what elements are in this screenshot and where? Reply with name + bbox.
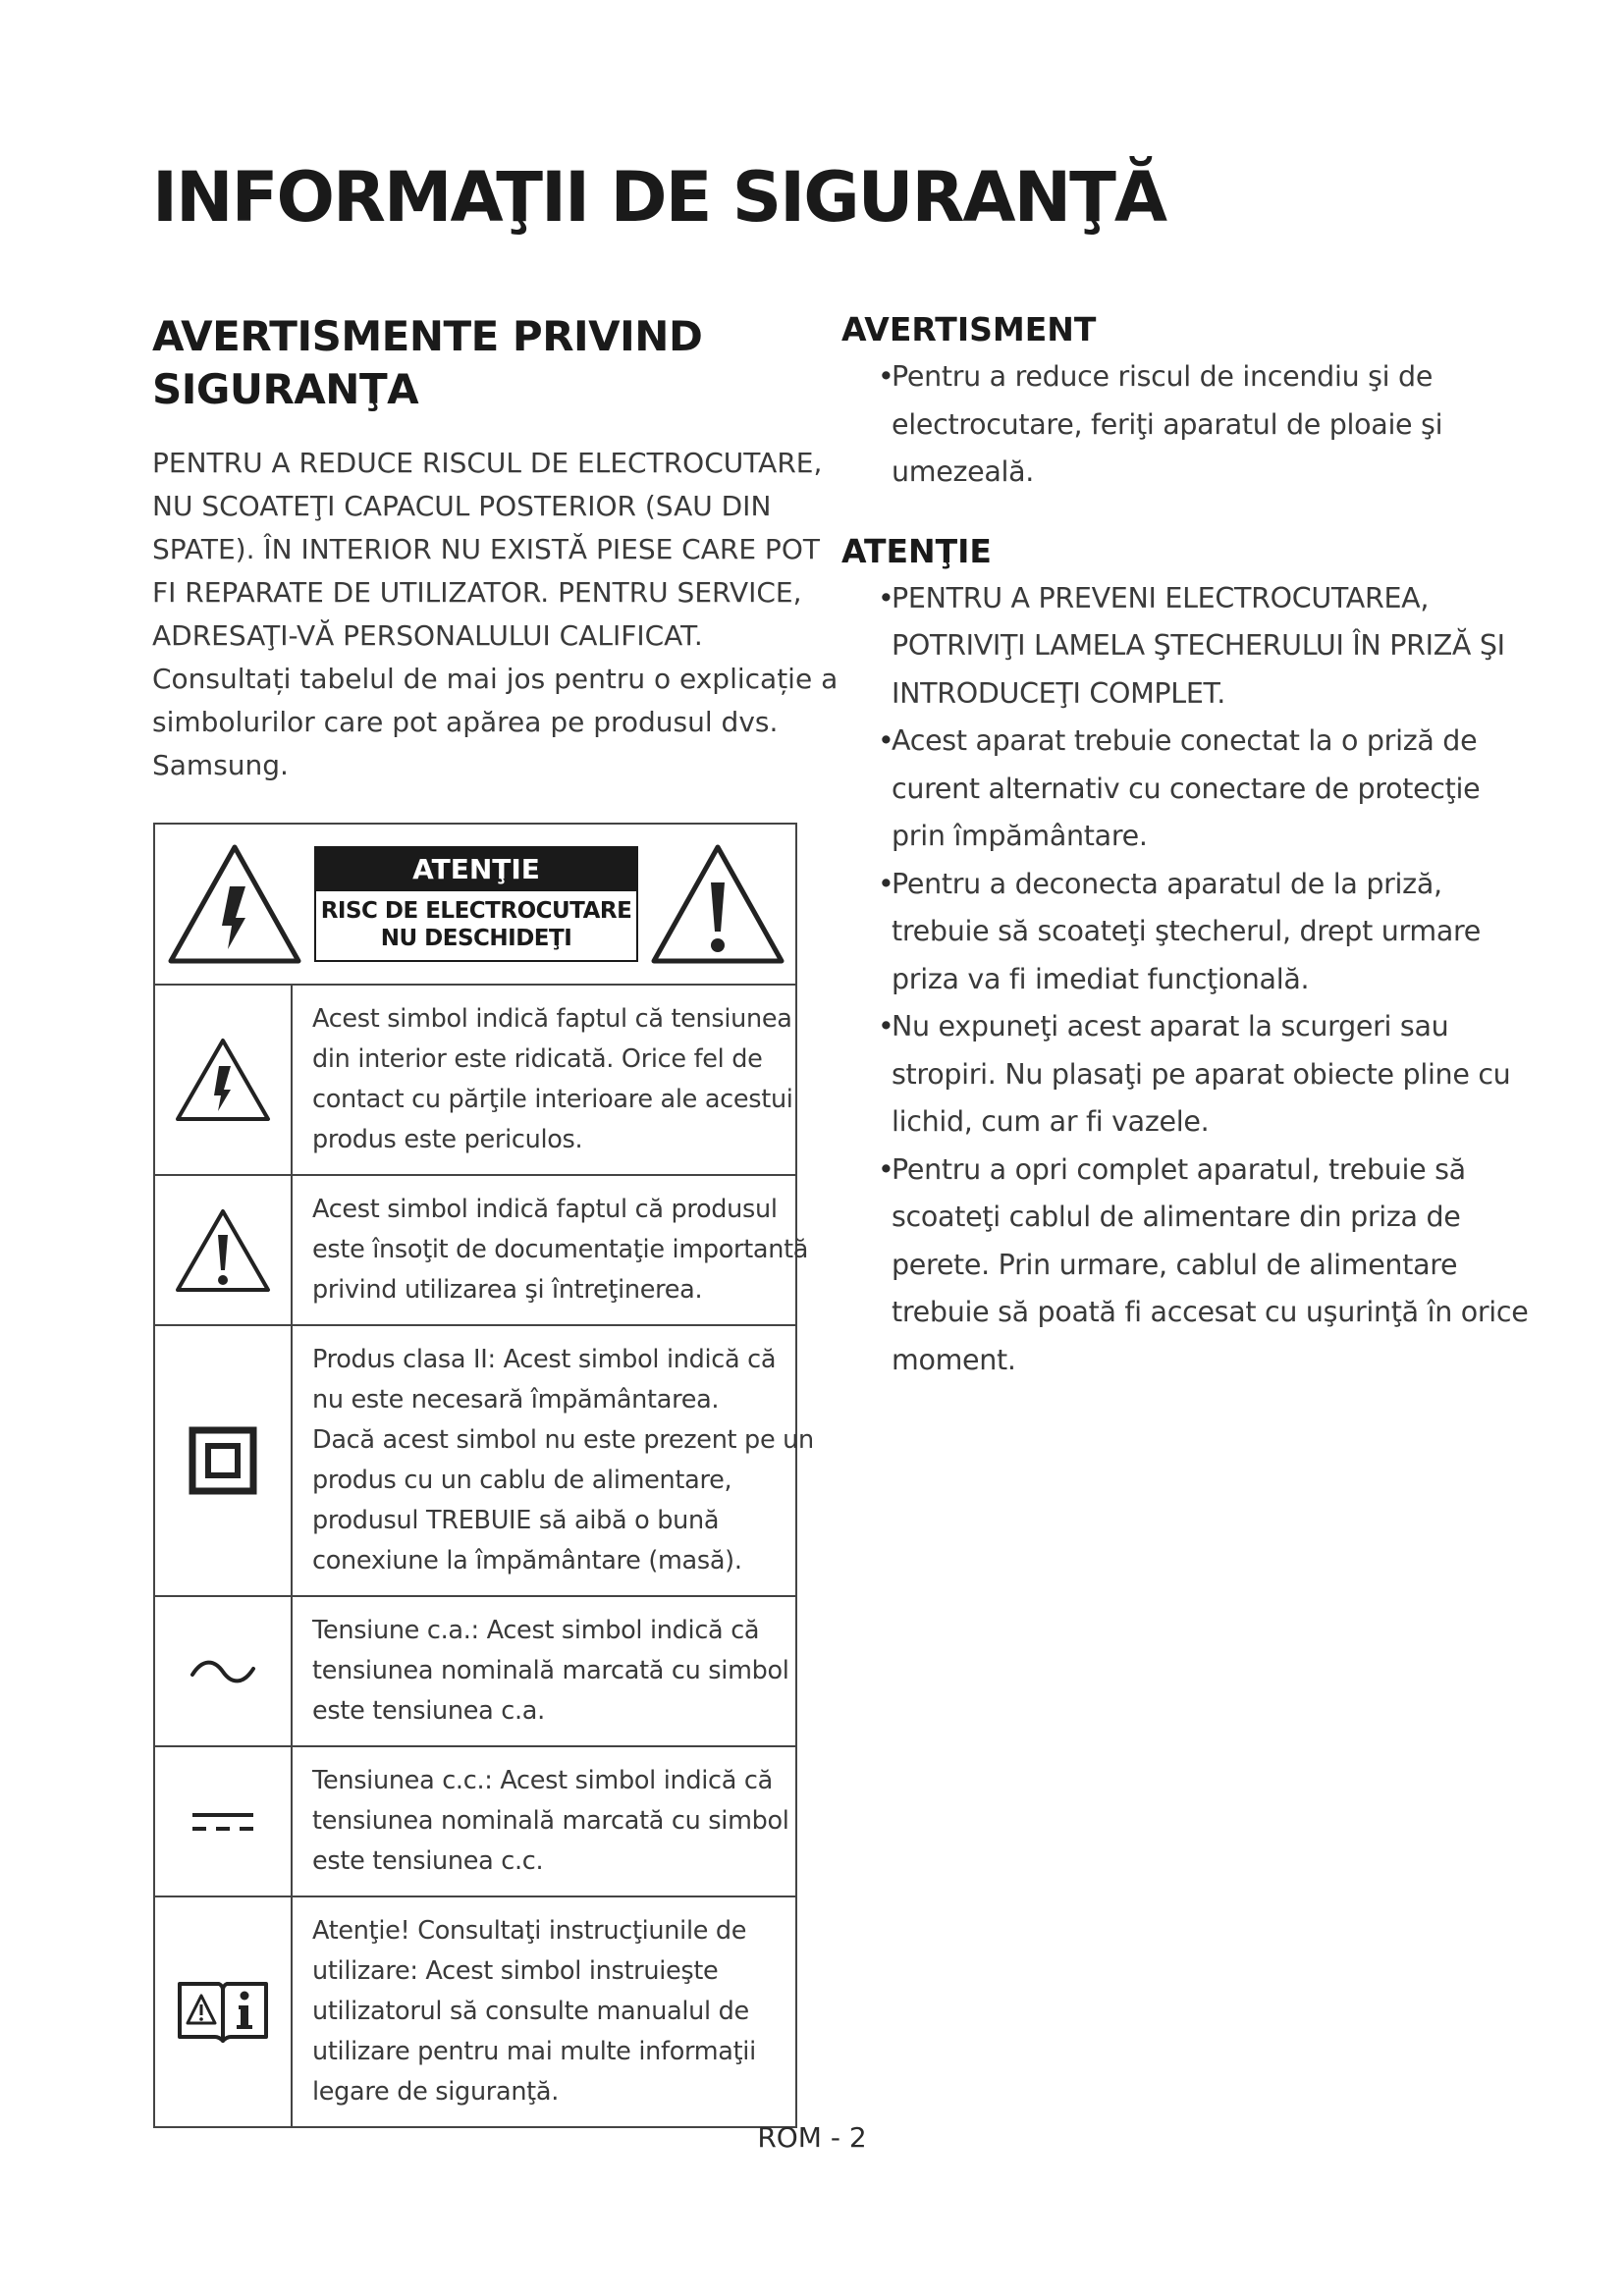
safety-symbols-table bbox=[153, 823, 814, 2128]
description-line: utilizare pentru mai multe informaţii bbox=[312, 2037, 756, 2066]
caution-item bbox=[841, 1003, 1511, 1147]
bullet-line: electrocutare, feriţi aparatul de ploaie şi bbox=[892, 407, 1443, 441]
description-line: contact cu părţile interioare ale acestui bbox=[312, 1085, 793, 1114]
lightning-triangle-icon bbox=[174, 1037, 272, 1123]
symbol-row bbox=[154, 1896, 796, 2127]
intro-line: NU SCOATEŢI CAPACUL POSTERIOR (SAU DIN bbox=[152, 490, 772, 522]
caution-header-cell bbox=[154, 824, 796, 985]
caution-list bbox=[841, 575, 1529, 1385]
bullet-line: perete. Prin urmare, cablul de alimentare bbox=[892, 1248, 1458, 1281]
symbol-icon-cell bbox=[154, 985, 292, 1175]
caution-item bbox=[841, 575, 1505, 719]
bullet-line: INTRODUCEŢI COMPLET. bbox=[892, 676, 1226, 710]
symbol-description bbox=[292, 1175, 809, 1325]
symbol-icon-cell bbox=[154, 1896, 292, 2127]
caution-item bbox=[841, 1147, 1529, 1385]
description-line: legare de siguranţă. bbox=[312, 2077, 560, 2107]
section-title-line: SIGURANŢA bbox=[152, 365, 419, 413]
page-number: ROM - 2 bbox=[757, 2121, 867, 2154]
description-line: din interior este ridicată. Orice fel de bbox=[312, 1044, 763, 1074]
intro-explanation-text bbox=[152, 658, 839, 787]
intro-line: simbolurilor care pot apărea pe produsul dvs. bbox=[152, 706, 779, 738]
bullet-line: • Acest aparat trebuie conectat la o priză de bbox=[892, 724, 1478, 757]
warning-list bbox=[841, 353, 1489, 497]
section-title-line: AVERTISMENTE PRIVIND bbox=[152, 312, 703, 360]
bullet-line: scoateţi cablul de alimentare din priza de bbox=[892, 1201, 1461, 1233]
description-line: nu este necesară împământarea. bbox=[312, 1385, 720, 1415]
description-line: produsul TREBUIE să aibă o bună bbox=[312, 1506, 720, 1535]
description-line: Produs clasa II: Acest simbol indică că bbox=[312, 1345, 777, 1374]
warning-item bbox=[841, 353, 1489, 497]
symbol-icon-cell bbox=[154, 1596, 292, 1746]
bullet-line: • Pentru a reduce riscul de incendiu şi de bbox=[892, 360, 1434, 393]
description-line: tensiunea nominală marcată cu simbol bbox=[312, 1806, 789, 1836]
intro-warning-text bbox=[152, 442, 823, 658]
description-line: utilizatorul să consulte manualul de bbox=[312, 1997, 749, 2026]
caution-header-row bbox=[154, 824, 796, 985]
description-line: este tensiunea c.a. bbox=[312, 1696, 545, 1726]
description-line: Acest simbol indică faptul că tensiunea bbox=[312, 1004, 792, 1034]
bullet-line: umezeală. bbox=[892, 455, 1035, 488]
intro-line: Samsung. bbox=[152, 749, 289, 781]
description-line: produs este periculos. bbox=[312, 1125, 583, 1154]
symbol-description bbox=[292, 1596, 796, 1746]
caution-label-line: NU DESCHIDEŢI bbox=[380, 926, 572, 951]
symbol-description bbox=[292, 985, 796, 1175]
intro-line: FI REPARATE DE UTILIZATOR. PENTRU SERVICE, bbox=[152, 576, 802, 609]
bullet-line: • Pentru a opri complet aparatul, trebuie să bbox=[892, 1152, 1466, 1186]
description-line: Atenţie! Consultaţi instrucţiunile de bbox=[312, 1916, 747, 1946]
bullet-line: trebuie să poată fi accesat cu uşurinţă în orice bbox=[892, 1296, 1529, 1328]
bullet-line: moment. bbox=[892, 1343, 1016, 1376]
symbol-icon-cell bbox=[154, 1325, 292, 1596]
ac-wave-icon bbox=[189, 1657, 257, 1686]
intro-line: PENTRU A REDUCE RISCUL DE ELECTROCUTARE, bbox=[152, 447, 823, 479]
bullet-line: • Pentru a deconecta aparatul de la priză, bbox=[892, 867, 1442, 900]
intro-line: Consultați tabelul de mai jos pentru o explicație a bbox=[152, 663, 839, 695]
section-title bbox=[152, 310, 795, 416]
symbol-row bbox=[154, 985, 796, 1175]
symbol-row bbox=[154, 1596, 796, 1746]
exclamation-triangle-icon bbox=[174, 1207, 272, 1294]
symbol-description bbox=[292, 1896, 796, 2127]
left-column bbox=[152, 310, 839, 787]
lightning-triangle-icon bbox=[165, 841, 304, 967]
double-square-icon bbox=[189, 1426, 257, 1495]
description-line: Tensiunea c.c.: Acest simbol indică că bbox=[312, 1766, 773, 1795]
page-title: INFORMAŢII DE SIGURANŢĂ bbox=[152, 157, 1166, 238]
description-line: Dacă acest simbol nu este prezent pe un bbox=[312, 1425, 814, 1455]
caution-label-text bbox=[316, 891, 636, 960]
symbol-row bbox=[154, 1325, 796, 1596]
description-line: tensiunea nominală marcată cu simbol bbox=[312, 1656, 789, 1685]
description-line: este tensiunea c.c. bbox=[312, 1846, 544, 1876]
manual-book-icon bbox=[176, 1978, 270, 2047]
bullet-line: prin împământare. bbox=[892, 820, 1148, 852]
intro-line: ADRESAŢI-VĂ PERSONALULUI CALIFICAT. bbox=[152, 619, 703, 652]
bullet-line: trebuie să scoateţi ştecherul, drept urmare bbox=[892, 915, 1482, 947]
caution-label bbox=[314, 846, 638, 962]
bullet-line: POTRIVIŢI LAMELA ŞTECHERULUI ÎN PRIZĂ ŞI bbox=[892, 629, 1505, 662]
symbol-description bbox=[292, 1746, 796, 1896]
warning-heading: AVERTISMENT bbox=[841, 310, 1097, 348]
bullet-line: stropiri. Nu plasaţi pe aparat obiecte pline cu bbox=[892, 1057, 1511, 1091]
description-line: privind utilizarea şi întreţinerea. bbox=[312, 1275, 703, 1305]
description-line: este însoţit de documentaţie importantă bbox=[312, 1235, 809, 1264]
symbol-row bbox=[154, 1175, 796, 1325]
caution-item bbox=[841, 718, 1489, 861]
description-line: Acest simbol indică faptul că produsul bbox=[312, 1195, 778, 1224]
caution-label-title: ATENŢIE bbox=[316, 848, 636, 891]
caution-item bbox=[841, 861, 1489, 1004]
symbol-icon-cell bbox=[154, 1175, 292, 1325]
bullet-line: • PENTRU A PREVENI ELECTROCUTAREA, bbox=[892, 581, 1430, 614]
exclamation-triangle-icon bbox=[648, 841, 787, 967]
description-line: conexiune la împământare (masă). bbox=[312, 1546, 742, 1575]
description-line: utilizare: Acest simbol instruieşte bbox=[312, 1956, 719, 1986]
right-column bbox=[841, 306, 1529, 1384]
dc-symbol-icon bbox=[189, 1809, 257, 1835]
bullet-line: curent alternativ cu conectare de protecţie bbox=[892, 772, 1481, 805]
description-line: Tensiune c.a.: Acest simbol indică că bbox=[312, 1616, 760, 1645]
symbol-row bbox=[154, 1746, 796, 1896]
caution-label-line: RISC DE ELECTROCUTARE bbox=[320, 898, 632, 924]
bullet-line: • Nu expuneţi acest aparat la scurgeri sau bbox=[892, 1010, 1449, 1042]
description-line: produs cu un cablu de alimentare, bbox=[312, 1466, 732, 1495]
caution-heading: ATENŢIE bbox=[841, 531, 992, 570]
bullet-line: lichid, cum ar fi vazele. bbox=[892, 1105, 1210, 1138]
symbol-icon-cell bbox=[154, 1746, 292, 1896]
symbol-description bbox=[292, 1325, 814, 1596]
bullet-line: priza va fi imediat funcţională. bbox=[892, 962, 1310, 995]
intro-line: SPATE). ÎN INTERIOR NU EXISTĂ PIESE CARE POT bbox=[152, 533, 820, 565]
